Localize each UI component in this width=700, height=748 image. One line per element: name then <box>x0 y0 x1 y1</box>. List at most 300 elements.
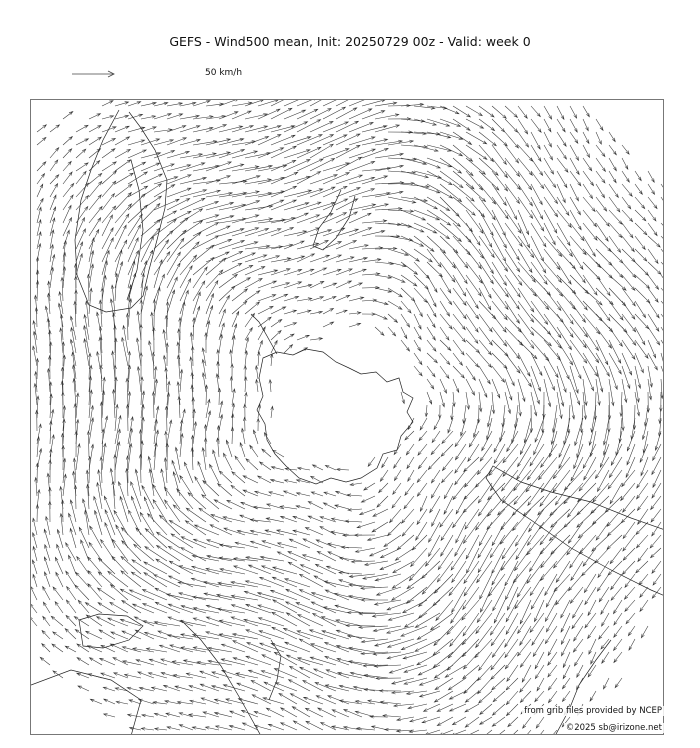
wind-arrow <box>254 711 271 717</box>
wind-arrow <box>583 548 596 566</box>
wind-arrow <box>50 184 58 197</box>
wind-arrow <box>401 327 407 339</box>
wind-arrow <box>549 730 557 735</box>
wind-arrow <box>425 548 440 566</box>
wind-arrow <box>232 301 247 314</box>
wind-arrow <box>193 647 219 652</box>
wind-arrow <box>76 125 88 132</box>
wind-arrow <box>298 467 310 470</box>
wind-arrow <box>35 478 38 497</box>
wind-arrow <box>592 535 609 551</box>
wind-arrow <box>589 418 596 445</box>
wind-arrow <box>613 600 622 614</box>
wind-arrow <box>596 171 605 183</box>
wind-arrow <box>465 717 479 727</box>
wind-arrow <box>231 427 234 444</box>
wind-arrow <box>89 195 101 210</box>
wind-arrow <box>259 631 284 640</box>
wind-arrow <box>427 171 452 185</box>
wind-arrow <box>432 431 440 443</box>
wind-arrow <box>403 600 427 613</box>
wind-arrow <box>544 119 551 132</box>
wind-arrow <box>219 286 235 301</box>
wind-arrow <box>305 528 323 536</box>
wind-arrow <box>245 351 248 366</box>
wind-arrow <box>493 730 505 735</box>
wind-arrow <box>583 132 589 144</box>
wind-arrow <box>168 546 193 561</box>
wind-arrow <box>86 484 89 509</box>
wind-arrow <box>548 639 557 656</box>
wind-arrow <box>626 613 635 624</box>
wind-arrow <box>232 472 245 483</box>
wind-arrow <box>609 275 626 290</box>
wind-arrow <box>407 457 414 469</box>
wind-arrow <box>258 306 273 314</box>
wind-arrow <box>315 683 336 692</box>
wind-arrow <box>453 483 466 500</box>
wind-arrow <box>584 457 596 480</box>
wind-arrow <box>115 137 130 145</box>
wind-arrow <box>55 602 63 613</box>
wind-arrow <box>180 369 183 392</box>
wind-arrow <box>129 700 141 704</box>
wind-arrow <box>414 288 427 302</box>
wind-arrow <box>253 430 258 444</box>
wind-arrow <box>328 552 349 561</box>
wind-arrow <box>609 145 616 155</box>
wind-arrow <box>438 548 453 570</box>
wind-arrow <box>206 306 213 327</box>
wind-arrow <box>131 572 154 587</box>
wind-arrow <box>375 600 402 605</box>
wind-arrow <box>641 457 648 476</box>
wind-arrow <box>310 100 330 106</box>
wind-arrow <box>310 214 333 223</box>
wind-arrow <box>414 223 437 233</box>
wind-arrow <box>492 678 505 690</box>
wind-arrow <box>596 158 606 172</box>
wind-arrow <box>482 431 492 451</box>
wind-arrow <box>119 482 129 509</box>
wind-arrow <box>583 145 590 157</box>
wind-arrow <box>260 577 284 587</box>
wind-arrow <box>518 158 532 175</box>
wind-arrow <box>186 508 206 522</box>
wind-arrow <box>349 245 368 250</box>
wind-arrow <box>557 197 569 215</box>
wind-arrow <box>142 486 154 510</box>
wind-arrow <box>323 186 347 197</box>
wind-arrow <box>349 323 361 327</box>
wind-arrow <box>492 353 507 368</box>
wind-arrow <box>498 496 518 515</box>
wind-arrow <box>548 691 557 703</box>
wind-arrow <box>206 215 234 223</box>
wind-arrow <box>297 298 312 301</box>
wind-arrow <box>284 176 310 184</box>
wind-arrow <box>466 236 484 258</box>
wind-arrow <box>531 210 544 231</box>
wind-arrow <box>70 528 76 548</box>
wind-arrow <box>350 672 375 678</box>
wind-arrow <box>492 275 508 297</box>
wind-arrow <box>514 483 531 505</box>
wind-arrow <box>63 161 71 171</box>
wind-arrow <box>102 276 106 302</box>
wind-arrow <box>274 652 297 665</box>
wind-arrow <box>37 162 46 171</box>
wind-arrow <box>622 262 636 278</box>
wind-arrow <box>310 109 331 120</box>
wind-arrow <box>243 490 258 496</box>
wind-arrow <box>349 269 366 275</box>
wind-arrow <box>233 633 259 639</box>
wind-arrow <box>609 158 616 171</box>
wind-arrow <box>317 551 336 561</box>
wind-arrow <box>492 561 505 585</box>
wind-arrow <box>431 470 440 483</box>
wind-arrow <box>223 685 245 692</box>
wind-arrow <box>278 543 298 548</box>
wind-arrow <box>167 175 191 184</box>
wind-arrow <box>169 576 194 587</box>
wind-arrow <box>220 544 245 548</box>
wind-arrow <box>33 546 37 561</box>
wind-arrow <box>518 613 531 634</box>
wind-arrow <box>98 558 115 574</box>
wind-arrow <box>115 115 129 119</box>
wind-arrow <box>37 125 46 132</box>
wind-arrow <box>312 465 323 470</box>
wind-arrow <box>268 724 284 730</box>
wind-arrow <box>290 694 310 704</box>
wind-arrow <box>464 457 479 472</box>
wind-arrow <box>440 314 452 329</box>
wind-arrow <box>129 590 154 600</box>
wind-arrow <box>570 340 587 363</box>
wind-arrow <box>450 704 467 711</box>
wind-arrow <box>414 184 440 193</box>
wind-arrow <box>349 283 362 288</box>
wind-arrow <box>63 406 66 431</box>
wind-arrow <box>323 503 336 509</box>
wind-arrow <box>322 631 349 640</box>
wind-map <box>30 99 664 735</box>
wind-arrow <box>505 210 521 233</box>
wind-arrow <box>529 509 544 532</box>
wind-arrow <box>403 652 427 659</box>
wind-arrow <box>310 230 331 237</box>
wind-arrow <box>506 613 518 634</box>
wind-arrow <box>414 340 421 351</box>
wind-arrow <box>361 496 375 502</box>
wind-arrow <box>148 456 154 483</box>
wind-arrow <box>349 161 375 171</box>
wind-arrow <box>635 288 650 303</box>
wind-arrow <box>427 132 451 138</box>
wind-arrow <box>323 283 337 288</box>
wind-arrow <box>429 535 441 556</box>
wind-arrow <box>445 665 466 677</box>
wind-arrow <box>323 308 334 314</box>
wind-arrow <box>284 345 293 353</box>
wind-arrow <box>401 262 418 274</box>
wind-arrow <box>258 109 280 119</box>
wind-arrow <box>531 275 551 295</box>
wind-arrow <box>233 641 258 652</box>
wind-arrow <box>603 418 609 445</box>
wind-arrow <box>518 639 532 656</box>
wind-arrow <box>271 186 297 197</box>
wind-arrow <box>570 184 579 201</box>
wind-arrow <box>622 288 635 306</box>
wind-arrow <box>141 116 156 120</box>
wind-arrow <box>142 714 154 717</box>
wind-arrow <box>434 418 440 430</box>
wind-arrow <box>336 310 347 314</box>
wind-arrow <box>428 457 440 470</box>
wind-arrow <box>266 708 284 717</box>
wind-arrow <box>154 575 180 587</box>
wind-arrow <box>531 132 540 149</box>
wind-arrow <box>76 444 80 470</box>
wind-arrow <box>284 296 299 301</box>
wind-arrow <box>609 184 618 198</box>
wind-arrow <box>518 145 533 161</box>
wind-arrow <box>609 171 616 183</box>
wind-arrow <box>479 158 498 175</box>
wind-arrow <box>87 274 90 301</box>
wind-arrow <box>408 470 414 481</box>
wind-arrow <box>193 267 207 288</box>
wind-arrow <box>339 571 362 574</box>
wind-arrow <box>427 145 451 151</box>
wind-arrow <box>609 132 615 142</box>
wind-arrow <box>284 122 308 132</box>
wind-arrow <box>335 593 363 600</box>
wind-arrow <box>449 691 466 699</box>
wind-arrow <box>518 119 528 134</box>
wind-arrow <box>596 275 610 296</box>
wind-arrow <box>490 535 505 558</box>
wind-arrow <box>245 152 270 158</box>
wind-arrow <box>195 525 220 535</box>
wind-arrow <box>622 197 631 209</box>
wind-arrow <box>258 270 278 275</box>
wind-arrow <box>515 522 531 546</box>
wind-arrow <box>325 465 336 470</box>
wind-arrow <box>323 322 334 327</box>
wind-arrow <box>362 125 387 132</box>
wind-arrow <box>476 613 492 634</box>
wind-arrow <box>442 457 453 471</box>
wind-arrow <box>661 301 664 315</box>
wind-arrow <box>465 509 479 529</box>
wind-arrow <box>591 652 596 664</box>
wind-arrow <box>573 639 583 652</box>
wind-arrow <box>102 206 116 223</box>
wind-arrow <box>507 431 518 452</box>
wind-arrow <box>193 318 196 340</box>
wind-arrow <box>611 444 622 465</box>
wind-arrow <box>531 223 546 247</box>
wind-arrow <box>258 125 281 132</box>
wind-arrow <box>74 485 77 509</box>
wind-arrow <box>323 296 336 301</box>
wind-arrow <box>466 132 487 144</box>
wind-arrow <box>518 184 533 206</box>
wind-arrow <box>464 678 479 694</box>
wind-arrow <box>320 527 336 536</box>
wind-arrow <box>627 431 635 451</box>
wind-arrow <box>46 517 51 536</box>
wind-arrow <box>440 171 463 188</box>
wind-arrow <box>518 366 531 387</box>
wind-arrow <box>76 139 89 145</box>
wind-arrow <box>112 481 115 509</box>
wind-arrow <box>206 162 231 171</box>
wind-arrow <box>284 160 310 172</box>
wind-arrow <box>77 658 89 665</box>
wind-arrow <box>380 470 388 481</box>
wind-vectors <box>31 100 664 735</box>
wind-arrow <box>116 701 128 704</box>
wind-arrow <box>479 392 482 412</box>
wind-arrow <box>648 210 656 221</box>
wind-arrow <box>264 433 271 444</box>
wind-arrow <box>661 249 664 262</box>
wind-arrow <box>154 129 172 132</box>
wind-arrow <box>149 469 154 496</box>
wind-arrow <box>427 119 450 126</box>
wind-arrow <box>256 379 259 392</box>
wind-arrow <box>434 665 453 678</box>
wind-arrow <box>50 148 59 158</box>
wind-arrow <box>544 223 555 245</box>
wind-arrow <box>234 566 258 574</box>
wind-arrow <box>297 109 318 119</box>
wind-arrow <box>97 483 102 510</box>
wind-arrow <box>574 626 583 641</box>
wind-arrow <box>326 670 349 678</box>
wind-arrow <box>583 288 602 305</box>
wind-arrow <box>479 691 492 703</box>
wind-arrow <box>469 431 479 447</box>
wind-arrow <box>544 171 556 188</box>
wind-arrow <box>550 496 570 516</box>
wind-arrow <box>505 197 517 219</box>
wind-arrow <box>323 135 347 145</box>
wind-arrow <box>180 255 197 275</box>
wind-arrow <box>271 406 274 418</box>
wind-arrow <box>601 600 609 614</box>
wind-arrow <box>70 339 76 366</box>
wind-arrow <box>648 197 657 209</box>
wind-arrow <box>231 617 258 626</box>
wind-arrow <box>325 642 349 652</box>
wind-arrow <box>206 202 234 210</box>
wind-arrow <box>651 509 661 522</box>
wind-arrow <box>86 631 102 639</box>
wind-arrow <box>544 210 557 233</box>
wind-arrow <box>648 171 654 182</box>
wind-arrow <box>583 340 599 363</box>
wind-arrow <box>258 135 281 146</box>
wind-arrow <box>163 330 167 353</box>
wind-arrow <box>502 405 505 427</box>
wind-arrow <box>165 368 168 392</box>
wind-arrow <box>536 717 544 728</box>
wind-arrow <box>511 418 518 443</box>
wind-arrow <box>554 574 570 592</box>
wind-arrow <box>69 555 77 574</box>
wind-arrow <box>206 239 232 249</box>
wind-arrow <box>271 590 298 600</box>
wind-arrow <box>531 392 537 416</box>
wind-arrow <box>102 127 116 132</box>
wind-arrow <box>479 184 496 204</box>
wind-arrow <box>578 522 596 538</box>
wind-arrow <box>490 613 505 635</box>
wind-arrow <box>323 107 346 119</box>
reference-vector-label: 50 km/h <box>205 68 243 78</box>
wind-arrow <box>98 572 115 587</box>
wind-arrow <box>204 438 207 457</box>
wind-arrow <box>440 353 450 365</box>
wind-arrow <box>297 284 312 288</box>
wind-arrow <box>508 717 518 727</box>
wind-arrow <box>300 667 323 678</box>
wind-arrow <box>144 497 154 522</box>
wind-arrow <box>102 101 113 106</box>
wind-arrow <box>517 457 531 479</box>
wind-arrow <box>466 171 483 190</box>
wind-arrow <box>466 353 479 367</box>
wind-arrow <box>644 405 648 426</box>
wind-arrow <box>596 184 605 198</box>
wind-arrow <box>218 484 232 497</box>
wind-arrow <box>75 630 89 640</box>
wind-arrow <box>310 311 322 314</box>
wind-arrow <box>128 102 141 107</box>
wind-arrow <box>193 215 219 223</box>
south-america-border <box>127 160 143 300</box>
wind-arrow <box>167 238 184 262</box>
wind-arrow <box>203 481 219 497</box>
wind-arrow <box>534 431 544 455</box>
wind-arrow <box>492 704 505 715</box>
wind-arrow <box>453 379 459 392</box>
wind-arrow <box>583 392 587 419</box>
wind-arrow <box>611 587 622 600</box>
wind-arrow <box>465 704 479 712</box>
wind-arrow <box>126 314 129 341</box>
wind-arrow <box>50 125 60 132</box>
wind-arrow <box>609 197 620 212</box>
wind-arrow <box>131 482 141 509</box>
wind-arrow <box>193 140 217 145</box>
wind-arrow <box>452 717 466 725</box>
wind-arrow <box>284 213 308 223</box>
wind-arrow <box>557 145 567 159</box>
wind-arrow <box>193 236 219 249</box>
wind-arrow <box>373 509 388 516</box>
wind-arrow <box>559 444 570 468</box>
wind-arrow <box>43 587 50 601</box>
wind-arrow <box>562 691 570 702</box>
wind-arrow <box>348 509 362 512</box>
